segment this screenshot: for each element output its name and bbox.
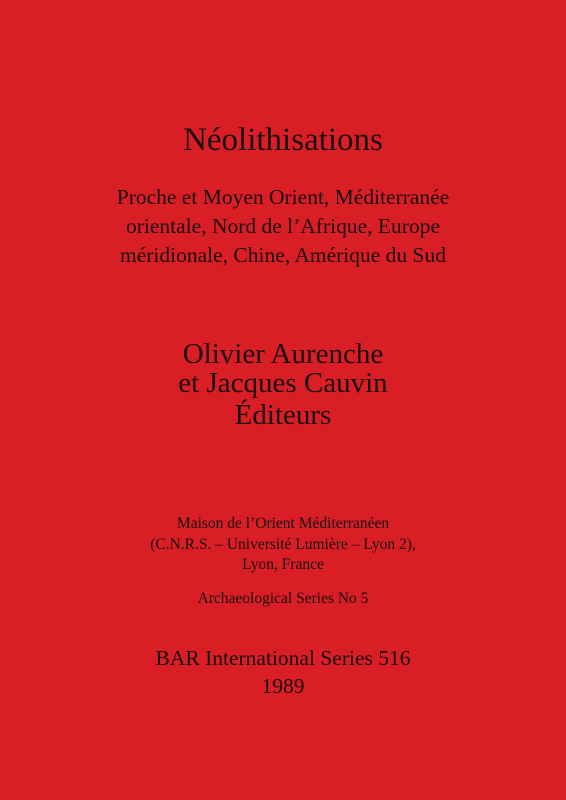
institution-line-3: Lyon, France [242, 556, 324, 573]
archaeological-series: Archaeological Series No 5 [197, 590, 369, 607]
subtitle-line-1: Proche et Moyen Orient, Méditerranée [116, 185, 450, 209]
subtitle-line-3: méridionale, Chine, Amérique du Sud [119, 243, 447, 267]
institution-line-1: Maison de l’Orient Méditerranéen [176, 515, 390, 532]
publication-year: 1989 [261, 674, 305, 698]
book-title: Néolithisations [183, 122, 383, 158]
editor-line-1: Olivier Aurenche [182, 338, 384, 370]
subtitle-line-2: orientale, Nord de l’Afrique, Europe [125, 214, 441, 238]
bar-series: BAR International Series 516 [155, 646, 411, 670]
institution-line-2: (C.N.R.S. – Université Lumière – Lyon 2), [150, 536, 416, 553]
editor-line-2: et Jacques Cauvin [178, 367, 388, 399]
editor-role: Éditeurs [234, 399, 332, 431]
